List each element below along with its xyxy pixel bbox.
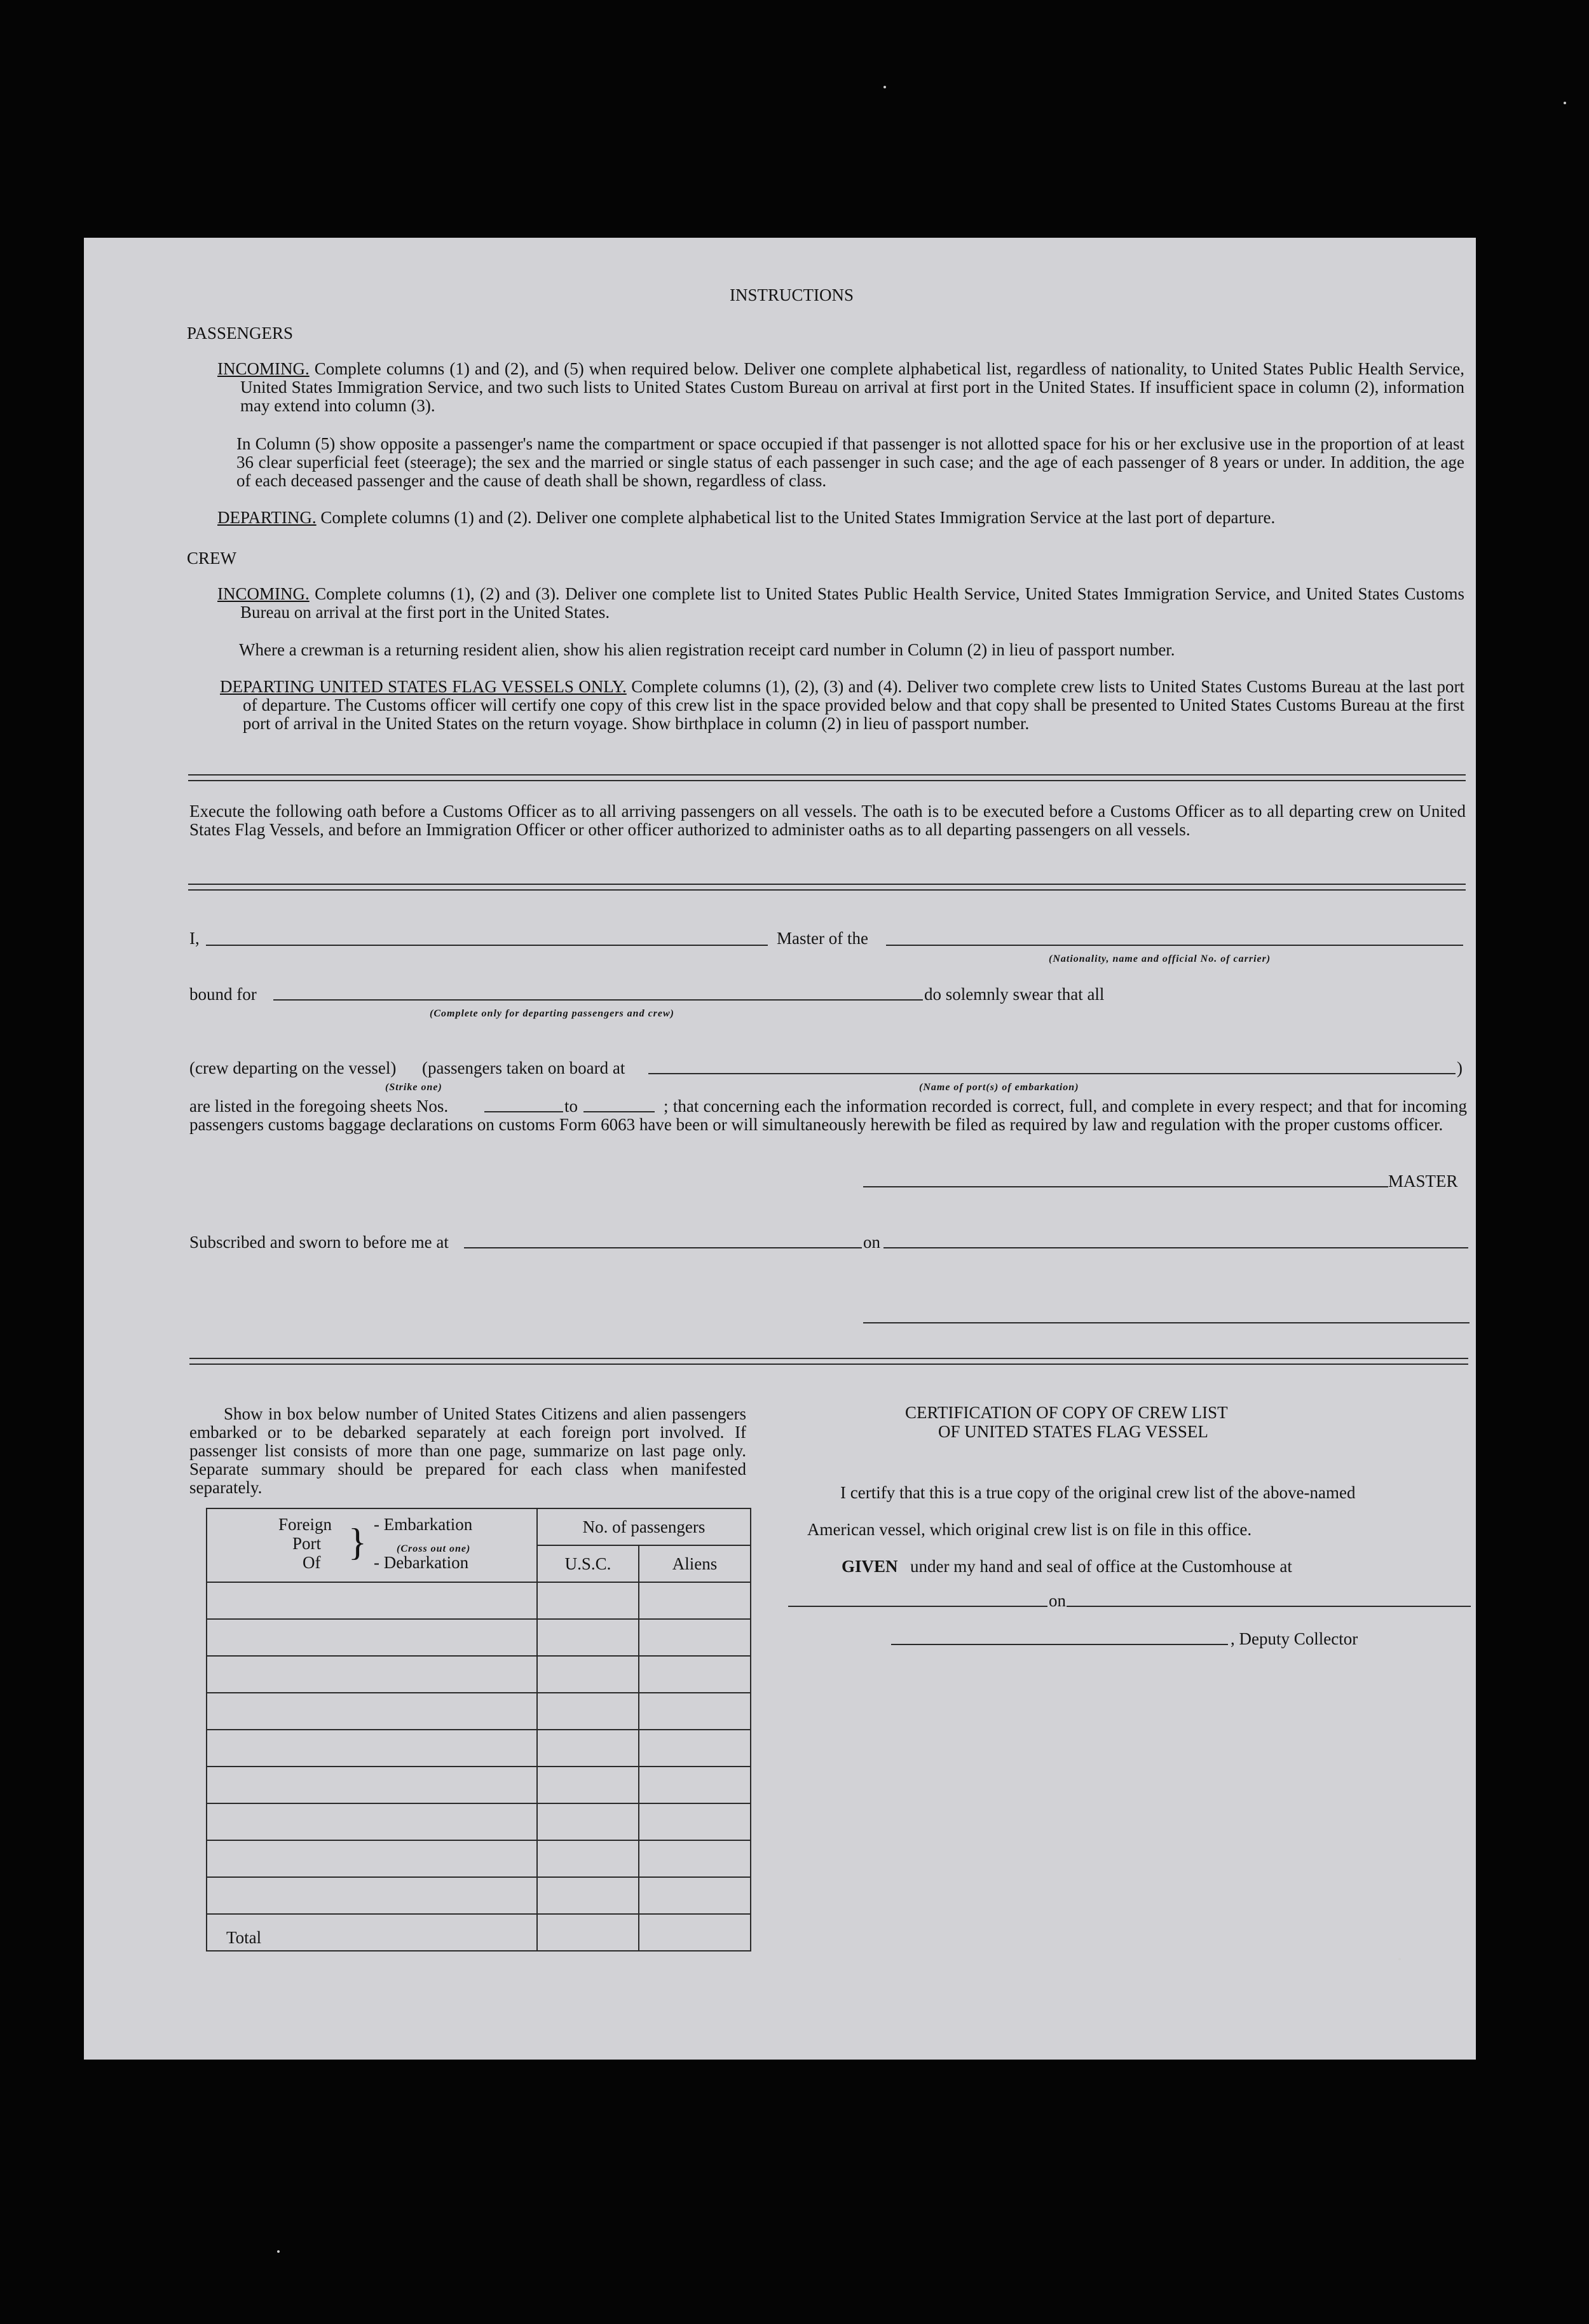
crewman-paragraph: Where a crewman is a returning resident alien, show his alien registration receipt card number in Column (2) in lieu of passport number. xyxy=(239,640,1175,659)
strike-one-note: (Strike one) xyxy=(385,1082,442,1093)
subscribed-label: Subscribed and sworn to before me at xyxy=(189,1233,449,1252)
usc-header: U.S.C. xyxy=(537,1545,639,1582)
master-of-label: Master of the xyxy=(777,929,868,948)
table-row[interactable] xyxy=(207,1803,751,1840)
sworn-on-word: on xyxy=(863,1233,880,1252)
cross-out-note: (Cross out one) xyxy=(397,1543,471,1554)
table-row[interactable] xyxy=(207,1693,751,1730)
oath-intro-paragraph: Execute the following oath before a Customs Officer as to all arriving passengers on all vessels. The oath is to be executed before a Customs Officer as to all departing crew on United States Flag Vessels, and before an Immigration Officer or other officer authorized to administer oaths as to all departing passengers on all vessels. xyxy=(189,802,1466,839)
scan-speck xyxy=(277,2250,280,2253)
debarkation-label: - Debarkation xyxy=(374,1553,469,1572)
bound-for-line[interactable] xyxy=(273,999,923,1001)
divider-2 xyxy=(188,884,1466,891)
master-label: MASTER xyxy=(1388,1172,1458,1191)
incoming-text: Complete columns (1) and (2), and (5) when required below. Deliver one complete alphabetical list, regardless of nationality, to United States Public Health Service, United States Immigration Service, and two such lists to United States Custom Bureau on arrival at first port in the United States. If insufficient space in column (2), information may extend into column (3). xyxy=(240,359,1465,415)
crew-departing-option[interactable]: (crew departing on the vessel) xyxy=(189,1058,397,1077)
scan-speck xyxy=(1564,102,1566,104)
table-row[interactable] xyxy=(207,1877,751,1914)
scan-speck xyxy=(883,86,886,88)
given-label: GIVEN xyxy=(842,1557,898,1576)
passengers-incoming-paragraph xyxy=(217,360,1464,415)
table-row[interactable] xyxy=(207,1767,751,1803)
of-label: Of xyxy=(303,1553,321,1572)
instructions-title: INSTRUCTIONS xyxy=(730,285,854,304)
passengers-taken-option[interactable]: (passengers taken on board at xyxy=(422,1058,625,1077)
deputy-collector-label: , Deputy Collector xyxy=(1231,1629,1358,1648)
oath-i-label: I, xyxy=(189,929,200,948)
departing-text: Complete columns (1) and (2). Deliver one complete alphabetical list to the United States Immigration Service at the last port of departure. xyxy=(320,508,1276,527)
departing-label: DEPARTING. xyxy=(217,508,317,527)
crew-incoming-paragraph xyxy=(217,585,1464,622)
flag-vessels-paragraph xyxy=(220,678,1464,733)
master-signature-line[interactable] xyxy=(863,1186,1388,1187)
deputy-signature-line[interactable] xyxy=(891,1644,1228,1645)
num-passengers-header: No. of passengers xyxy=(537,1508,751,1545)
divider-1 xyxy=(188,774,1466,781)
american-vessel-text: American vessel, which original crew list is on file in this office. xyxy=(807,1520,1252,1539)
customhouse-line[interactable] xyxy=(788,1606,1047,1607)
total-label: Total xyxy=(207,1914,537,1951)
cert-on-word: on xyxy=(1049,1591,1066,1610)
flag-vessels-text: Complete columns (1), (2), (3) and (4). Deliver two complete crew lists to United States Customs Bureau at the last port of departure. The Customs officer will certify one copy of this crew list in the space provided below and that copy shall be presented to United States Customs Bureau at the first port of arrival in the United States on the return voyage. Show birthplace in column (2) in lieu of passport number. xyxy=(243,677,1465,733)
sworn-date-line[interactable] xyxy=(883,1247,1468,1248)
passenger-summary-table xyxy=(206,1508,751,1951)
column5-paragraph: In Column (5) show opposite a passenger's name the compartment or space occupied if that passenger is not allotted space for his or her exclusive use in the proportion of at least 36 clear superficial feet (steerage); the sex and the married or single status of each passenger in such case; and the age of each passenger of 8 years or under. In addition, the age of each deceased passenger and the cause of death shall be shown, regardless of class. xyxy=(236,434,1464,490)
summary-paragraph: Show in box below number of United States Citizens and alien passengers embarked or to be debarked separately at each foreign port involved. If passenger list consists of more than one page, summarize on last page only. Separate summary should be prepared for each class when manifested separately. xyxy=(189,1404,746,1497)
total-row[interactable] xyxy=(207,1914,751,1951)
table-row[interactable] xyxy=(207,1656,751,1693)
form-page xyxy=(84,238,1476,2060)
flag-vessels-label: DEPARTING UNITED STATES FLAG VESSELS ONLY. xyxy=(220,677,627,696)
aliens-header: Aliens xyxy=(639,1545,751,1582)
passengers-departing-paragraph xyxy=(217,509,1464,527)
swear-text: do solemnly swear that all xyxy=(924,985,1105,1004)
table-row[interactable] xyxy=(207,1840,751,1877)
bound-note: (Complete only for departing passengers and crew) xyxy=(430,1008,674,1019)
crew-incoming-label: INCOMING. xyxy=(217,584,310,603)
crew-incoming-text: Complete columns (1), (2) and (3). Deliver one complete list to United States Public Health Service, United States Immigration Service, and United States Customs Bureau on arrival at the first port in the United States. xyxy=(240,584,1464,622)
listed-prefix: are listed in the foregoing sheets Nos. xyxy=(189,1097,449,1116)
incoming-label: INCOMING. xyxy=(217,359,310,378)
passengers-heading: PASSENGERS xyxy=(187,324,294,343)
certification-title-2: OF UNITED STATES FLAG VESSEL xyxy=(938,1422,1208,1441)
table-row[interactable] xyxy=(207,1730,751,1767)
embarkation-label: - Embarkation xyxy=(374,1515,473,1534)
ports-note: (Name of port(s) of embarkation) xyxy=(919,1082,1079,1093)
port-label: Port xyxy=(292,1534,322,1553)
carrier-line[interactable] xyxy=(886,945,1463,946)
foreign-label: Foreign xyxy=(278,1515,332,1534)
crew-heading: CREW xyxy=(187,549,236,568)
listed-text: ; that concerning each the information recorded is correct, full, and complete in every respect; and that for incoming passengers customs baggage declarations on customs Form 6063 have been or will simultaneously herewith be filed as required by law and regulation with the proper customs officer. xyxy=(189,1097,1467,1134)
embarkation-ports-line[interactable] xyxy=(648,1073,1456,1074)
carrier-note: (Nationality, name and official No. of carrier) xyxy=(1049,954,1271,964)
divider-3 xyxy=(189,1358,1468,1365)
cert-date-line[interactable] xyxy=(1067,1606,1471,1607)
bound-for-label: bound for xyxy=(189,985,257,1004)
certify-text: I certify that this is a true copy of the original crew list of the above-named xyxy=(840,1483,1356,1502)
foreign-port-header xyxy=(207,1508,537,1582)
given-rest-text: under my hand and seal of office at the Customhouse at xyxy=(910,1557,1292,1576)
close-paren: ) xyxy=(1457,1058,1463,1077)
certification-title-1: CERTIFICATION OF COPY OF CREW LIST xyxy=(905,1403,1228,1422)
brace-icon: } xyxy=(348,1521,367,1563)
table-row[interactable] xyxy=(207,1582,751,1619)
to-word: to xyxy=(564,1097,578,1116)
master-name-line[interactable] xyxy=(206,945,768,946)
scan-speck xyxy=(1398,1958,1401,1960)
officer-signature-line[interactable] xyxy=(863,1322,1470,1323)
table-row[interactable] xyxy=(207,1619,751,1656)
sworn-location-line[interactable] xyxy=(464,1247,862,1248)
